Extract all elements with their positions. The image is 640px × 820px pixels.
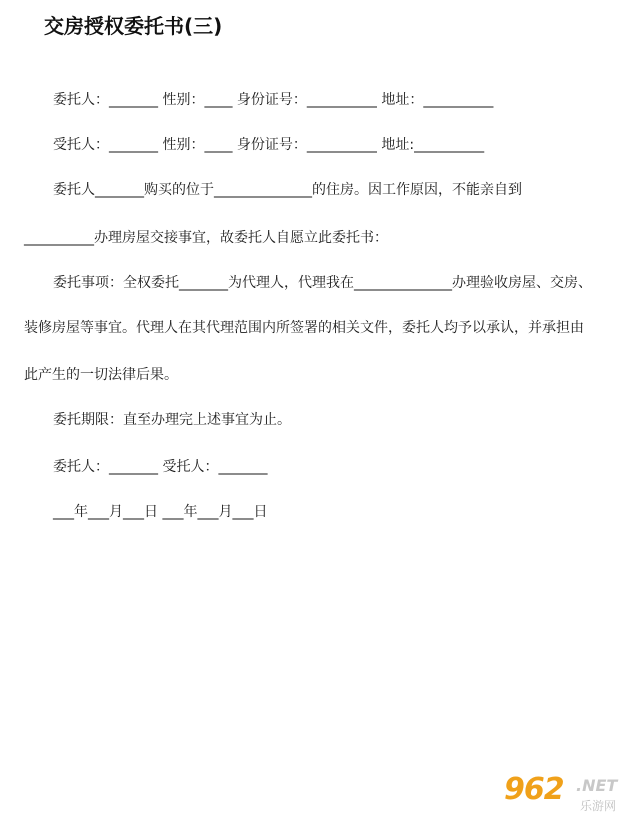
date-line: ___年___月___日 ___年___月___日 bbox=[53, 504, 268, 520]
entrusted-matters-line: 委托事项：全权委托_______为代理人，代理我在______________办理验收房屋、交房、 bbox=[53, 275, 592, 291]
signature-line: 委托人：_______ 受托人：_______ bbox=[53, 459, 268, 475]
entrustment-period-line: 委托期限：直至办理完上述事宜为止。 bbox=[53, 412, 291, 428]
principal-info-line: 委托人：_______ 性别：____ 身份证号：__________ 地址：__________ bbox=[53, 92, 494, 108]
agent-info-line: 受托人：_______ 性别：____ 身份证号：__________ 地址:__________ bbox=[53, 137, 485, 153]
watermark-domain: .NET bbox=[576, 776, 618, 795]
entrusted-matters-line-3: 此产生的一切法律后果。 bbox=[24, 367, 178, 383]
handover-purpose-line: __________办理房屋交接事宜，故委托人自愿立此委托书： bbox=[24, 230, 388, 246]
property-purchase-line: 委托人_______购买的位于______________的住房。因工作原因，不能亲自到 bbox=[53, 182, 522, 198]
document-title: 交房授权委托书(三) bbox=[44, 14, 223, 38]
site-watermark bbox=[500, 772, 635, 816]
entrusted-matters-line-2: 装修房屋等事宜。代理人在其代理范围内所签署的相关文件，委托人均予以承认，并承担由 bbox=[24, 320, 584, 336]
watermark-site-name: 乐游网 bbox=[580, 799, 617, 813]
watermark-number: 962 bbox=[504, 772, 564, 807]
